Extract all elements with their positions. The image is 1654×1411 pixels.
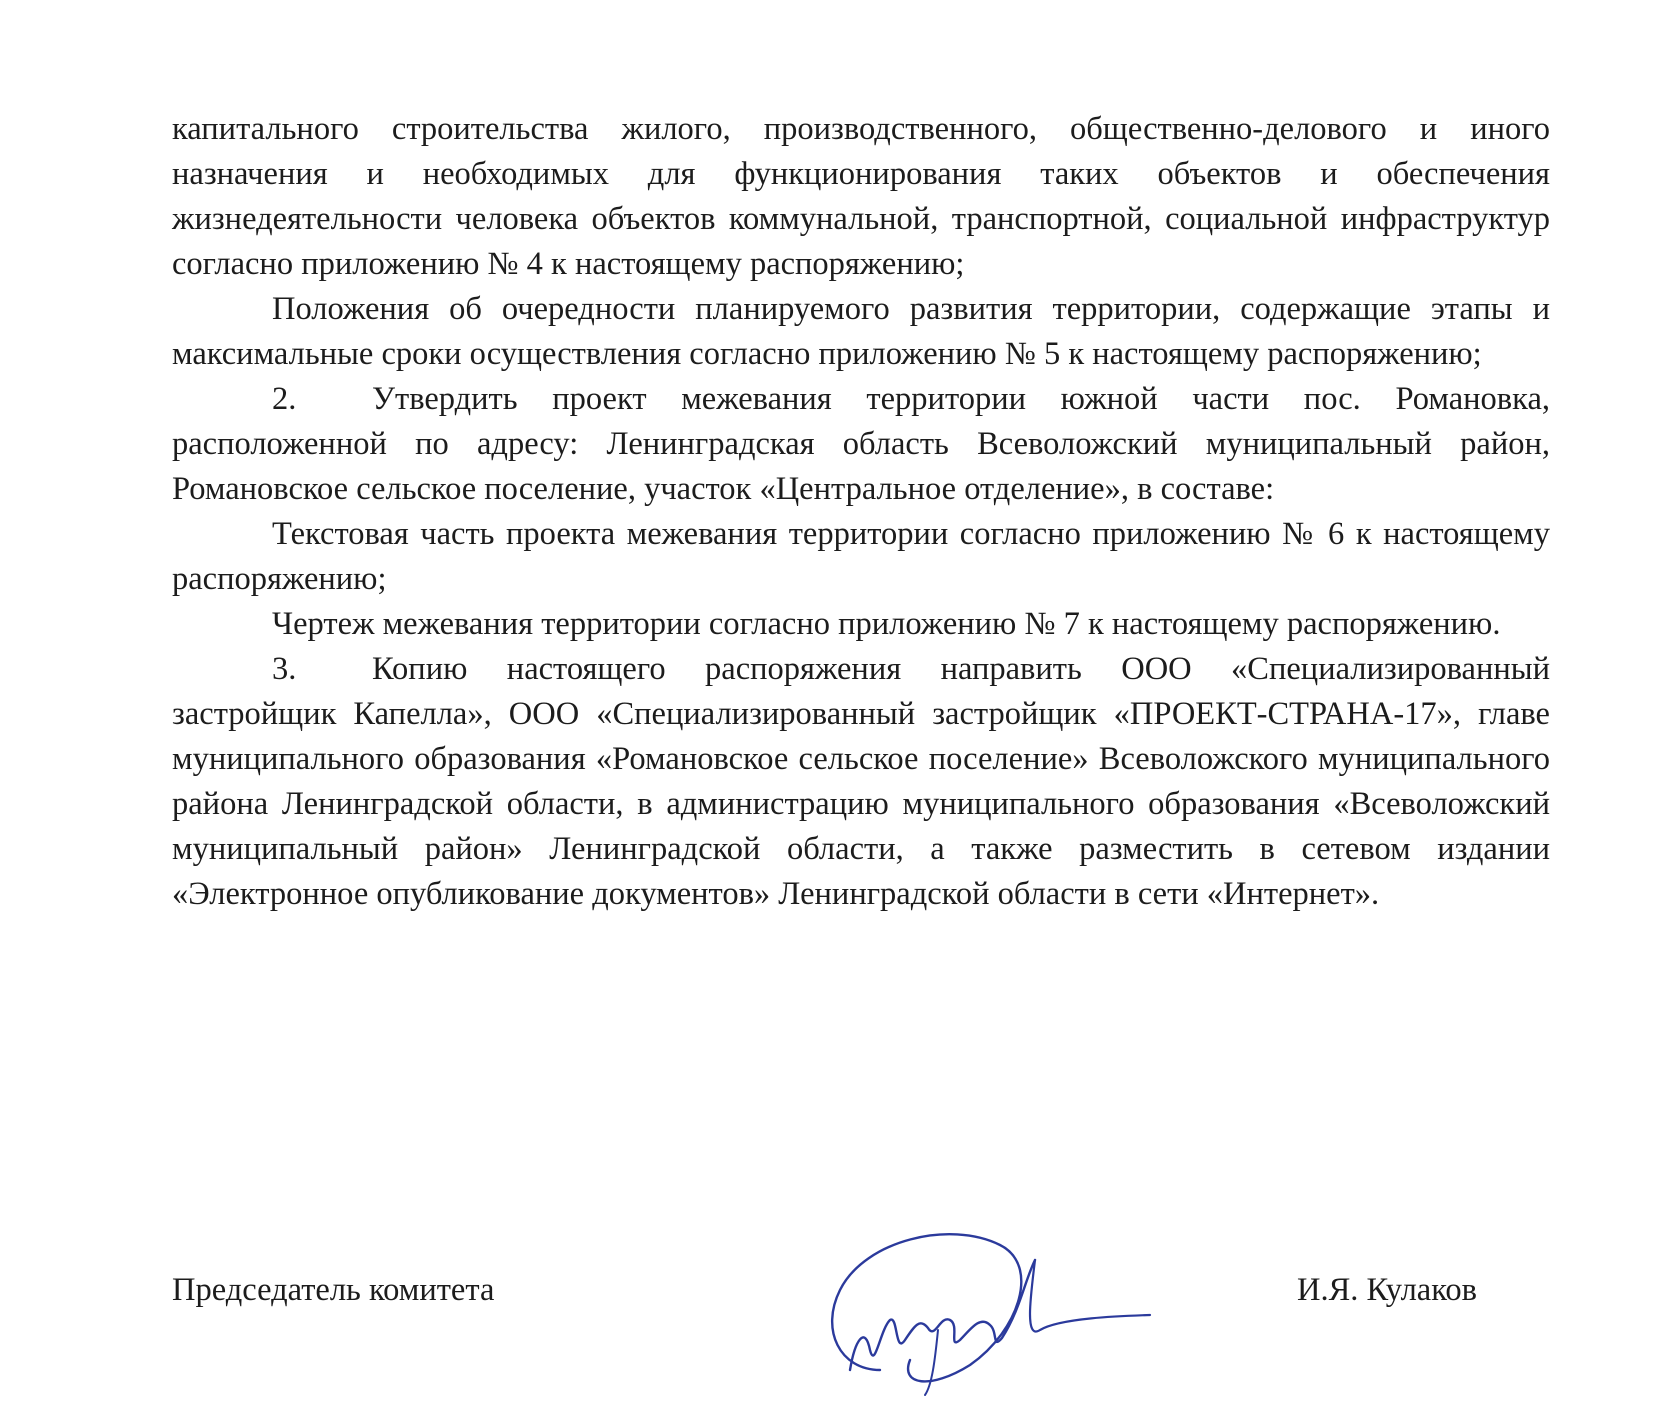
paragraph-continuation: капитального строительства жилого, производственного, общественно-делового и иного назначения и необходимых для функционирования таких объектов и обеспечения жизнедеятельности человека объектов коммунальной, транспортной, социальной инфраструктур согласно приложению № 4 к настоящему распоряжению;: [172, 111, 1550, 282]
signature-descender-stroke: [925, 1330, 938, 1395]
signatory-name: И.Я. Кулаков: [1297, 1272, 1477, 1308]
paragraph-text: Утвердить проект межевания территории южной части пос. Романовка, расположенной по адресу: Ленинградская область Всеволожский муниципальный район, Романовское сельское поселение, участок «Центральное отделение», в составе:: [172, 381, 1550, 507]
document-body: [172, 107, 1550, 917]
paragraph-number: 2.: [272, 381, 297, 417]
paragraph-item-2: [172, 377, 1550, 512]
paragraph-drawing: Чертеж межевания территории согласно приложению № 7 к настоящему распоряжению.: [272, 606, 1501, 642]
paragraph-stages: Положения об очередности планируемого развития территории, содержащие этапы и максимальные сроки осуществления согласно приложению № 5 к настоящему распоряжению;: [172, 291, 1550, 372]
signature-tail-stroke: [1030, 1260, 1150, 1332]
signature-letters-stroke: [850, 1260, 1035, 1370]
paragraph-text-part: Текстовая часть проекта межевания территории согласно приложению № 6 к настоящему распоряжению;: [172, 516, 1550, 597]
signature-block: [0, 1180, 1654, 1411]
paragraph-text: Копию настоящего распоряжения направить ООО «Специализированный застройщик Капелла», ООО «Специализированный застройщик «ПРОЕКТ-СТРАНА-17», главе муниципального образования «Романовское сельское поселение» Всеволожского муниципального района Ленинградской области, в администрацию муниципального образования «Всеволожский муниципальный район» Ленинградской области, а также разместить в сетевом издании «Электронное опубликование документов» Ленинградской области в сети «Интернет».: [172, 651, 1550, 912]
handwritten-signature: [820, 1220, 1220, 1400]
paragraph-item-3: [172, 647, 1550, 917]
signatory-title: Председатель комитета: [172, 1272, 495, 1308]
signature-loop-stroke: [832, 1234, 1021, 1381]
paragraph-number: 3.: [272, 651, 297, 687]
